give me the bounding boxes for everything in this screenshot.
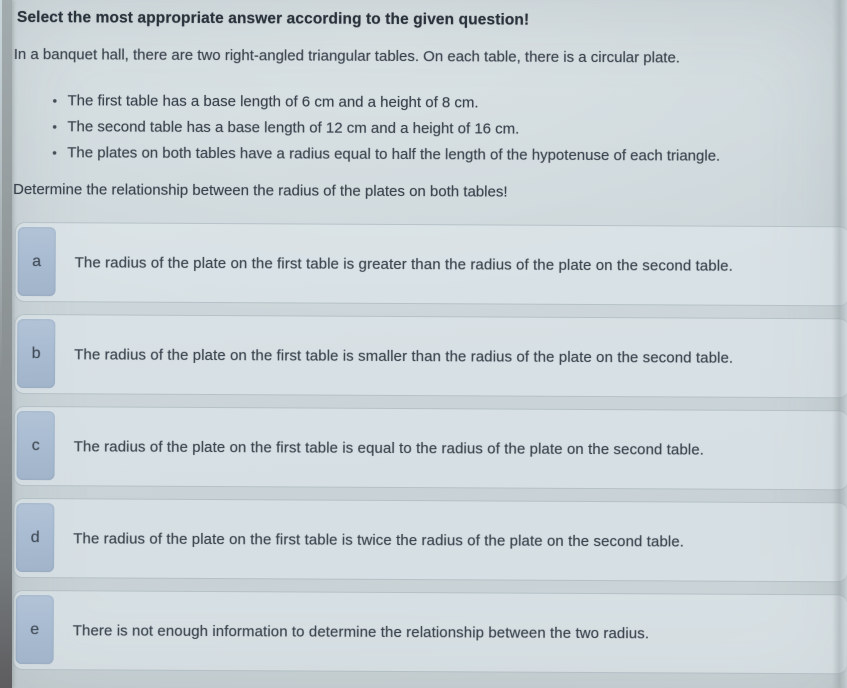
bullet-text: The first table has a base length of 6 cm and a height of 8 cm.: [67, 92, 479, 112]
question-instruction: Select the most appropriate answer according to the given question!: [16, 8, 530, 29]
option-row-c[interactable]: [14, 406, 847, 490]
option-row-a[interactable]: [14, 222, 847, 306]
option-text: There is not enough information to determine the relationship between the two radius.: [72, 621, 650, 642]
bullet-icon: •: [52, 93, 58, 109]
answer-options: [12, 222, 847, 686]
option-text: The radius of the plate on the first table is greater than the radius of the plate on the second table.: [74, 253, 733, 275]
option-letter-badge[interactable]: d: [16, 503, 54, 572]
question-bullet-list: [52, 88, 822, 170]
bullet-icon: •: [52, 145, 57, 161]
option-text: The radius of the plate on the first table is smaller than the radius of the plate on the second table.: [74, 345, 734, 367]
option-row-d[interactable]: [13, 498, 847, 582]
option-letter-badge[interactable]: e: [16, 595, 54, 664]
option-letter-badge[interactable]: a: [18, 227, 56, 296]
bullet-text: The plates on both tables have a radius equal to half the length of the hypotenuse of each triangle.: [67, 144, 721, 165]
bullet-text: The second table has a base length of 12 cm and a height of 16 cm.: [67, 118, 520, 138]
option-letter-badge[interactable]: c: [17, 411, 55, 480]
question-prompt: Determine the relationship between the radius of the plates on both tables!: [13, 180, 508, 201]
photo-left-edge: [0, 0, 12, 688]
option-row-e[interactable]: [13, 590, 847, 674]
bullet-item: [52, 114, 822, 144]
option-letter-badge[interactable]: b: [17, 319, 55, 388]
bullet-item: [52, 140, 822, 170]
option-text: The radius of the plate on the first table is equal to the radius of the plate on the second table.: [73, 437, 705, 459]
bullet-icon: •: [52, 119, 57, 135]
option-text: The radius of the plate on the first table is twice the radius of the plate on the second table.: [73, 529, 685, 550]
option-row-b[interactable]: [14, 314, 847, 398]
bullet-item: [52, 88, 822, 118]
question-intro: In a banquet hall, there are two right-angled triangular tables. On each table, there is a circular plate.: [13, 45, 681, 67]
photo-right-edge: [832, 0, 847, 688]
